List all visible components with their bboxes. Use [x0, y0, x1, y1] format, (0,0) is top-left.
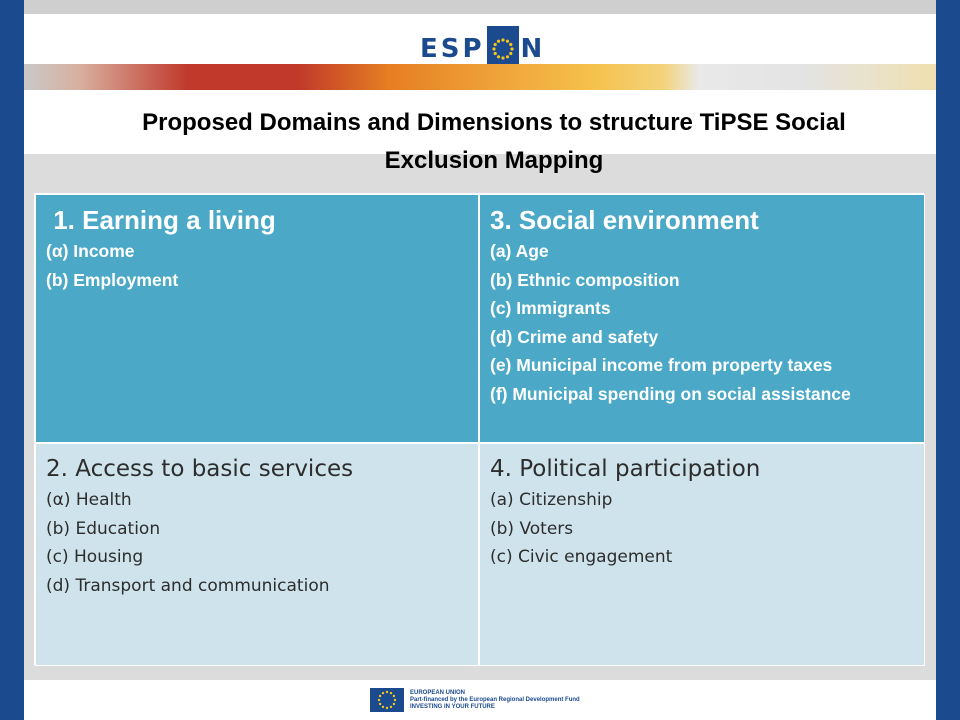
dimension-item: (c) Civic engagement [490, 547, 673, 567]
slide-title [64, 104, 924, 180]
logo-suffix: N [520, 34, 546, 64]
dimension-item: (d) Crime and safety [490, 326, 659, 347]
dimension-item: (b) Voters [490, 518, 574, 539]
dimension-item: (f) Municipal spending on social assistance [490, 383, 851, 404]
domain-cell-earning [35, 194, 479, 443]
logo-prefix: ESP [420, 34, 485, 64]
slide-title-line1: Proposed Domains and Dimensions to structure TiPSE Social [142, 109, 846, 136]
eu-line3: INVESTING IN YOUR FUTURE [410, 703, 495, 710]
eu-line2: Part-financed by the European Regional Development Fund [410, 696, 580, 703]
eu-flag-icon [370, 688, 404, 712]
right-side-bar [936, 0, 960, 720]
dimension-item: (b) Ethnic composition [490, 269, 680, 290]
eu-funding-text [410, 690, 580, 711]
domain-title: 1. Earning a living [46, 205, 276, 235]
dimension-list [46, 486, 468, 600]
domain-cell-political-participation [479, 443, 925, 666]
domain-cell-basic-services [35, 443, 479, 666]
dimension-list [46, 237, 468, 294]
slide-title-line2: Exclusion Mapping [384, 147, 604, 174]
eu-funding-notice [370, 688, 580, 712]
slide [24, 0, 936, 720]
dimension-list [490, 486, 914, 572]
top-grey-band [24, 0, 936, 14]
dimension-item: (e) Municipal income from property taxes [490, 355, 833, 375]
dimension-item: (α) Health [46, 490, 132, 510]
map-strip-decoration [24, 64, 936, 90]
dimension-item: (a) Age [490, 241, 549, 261]
left-side-bar [0, 0, 24, 720]
domains-table [34, 193, 924, 665]
eu-line1: EUROPEAN UNION [410, 689, 466, 696]
dimension-list [490, 237, 914, 408]
domain-title: 3. Social environment [490, 205, 759, 235]
dimension-item: (d) Transport and communication [46, 575, 330, 596]
dimension-item: (c) Immigrants [490, 298, 611, 318]
domain-title: 2. Access to basic services [46, 456, 354, 482]
dimension-item: (b) Employment [46, 269, 179, 290]
domain-title: 4. Political participation [490, 456, 761, 482]
dimension-item: (α) Income [46, 241, 135, 261]
dimension-item: (b) Education [46, 518, 161, 539]
dimension-item: (c) Housing [46, 547, 144, 567]
logo-band [24, 14, 936, 64]
dimension-item: (a) Citizenship [490, 490, 613, 510]
domain-cell-social-environment [479, 194, 925, 443]
